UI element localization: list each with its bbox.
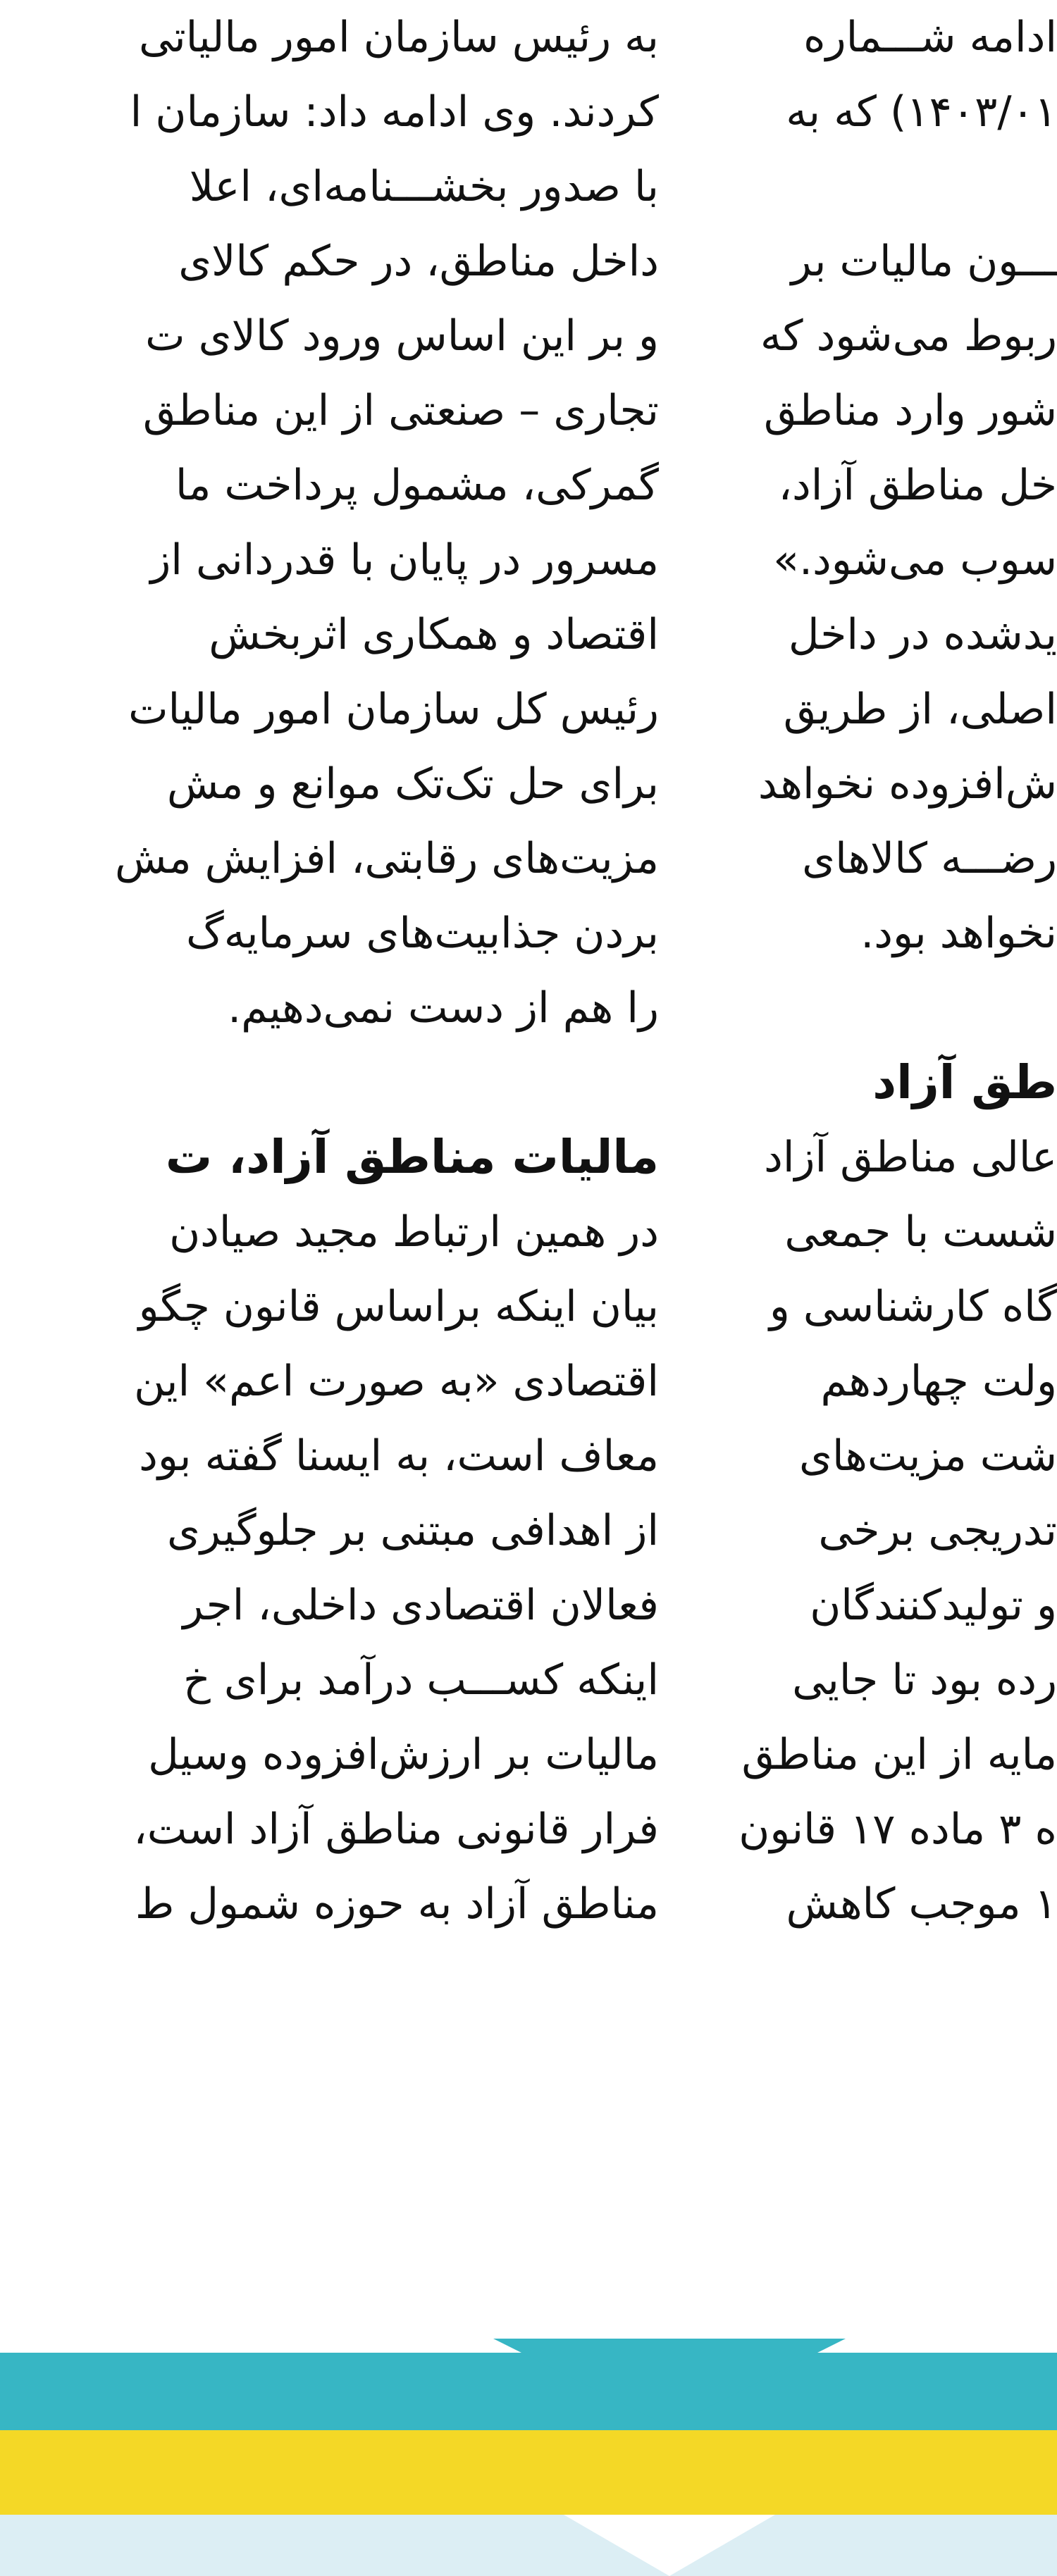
article-line-blank bbox=[705, 971, 1057, 1045]
article-line: ۱۴۰۳/۰۱) که به bbox=[786, 87, 1057, 137]
article-line: شست با جمعی bbox=[784, 1207, 1057, 1257]
section-heading: طق آزاد bbox=[872, 1055, 1057, 1109]
article-line: و تولیدکنندگان bbox=[810, 1581, 1057, 1630]
article-line: اقتصادی «به صورت اعم» این bbox=[134, 1357, 659, 1406]
article-line: مزیت‌های رقابتی، افزایش مش bbox=[114, 834, 659, 883]
article-column-left bbox=[0, 0, 659, 1941]
article-line: نخواهد بود. bbox=[860, 909, 1057, 958]
article-line: عالی مناطق آزاد bbox=[764, 1133, 1057, 1182]
footer-chevron-decoration bbox=[0, 2339, 1057, 2576]
article-line: ادامه شـــماره bbox=[803, 13, 1057, 62]
article-line: ش‌افزوده نخواهد bbox=[758, 759, 1057, 809]
article-line: مسرور در پایان با قدردانی از bbox=[150, 535, 659, 585]
article-line: شور وارد مناطق bbox=[763, 386, 1057, 435]
article-line: در همین ارتباط مجید صیادن bbox=[169, 1207, 659, 1257]
article-line: گمرکی، مشمول پرداخت ما bbox=[175, 461, 659, 510]
article-line: اقتصاد و همکاری اثربخش bbox=[209, 610, 659, 659]
article-column-right bbox=[705, 0, 1057, 1941]
article-line: سوب می‌شود.» bbox=[773, 535, 1057, 585]
article-line: مایه از این مناطق bbox=[741, 1730, 1057, 1779]
article-line: ـــون مالیات بر bbox=[791, 237, 1057, 286]
article-line: ربوط می‌شود که bbox=[760, 311, 1057, 361]
article-line: مالیات بر ارزش‌افزوده وسیل bbox=[148, 1730, 659, 1779]
article-line: فعالان اقتصادی داخلی، اجر bbox=[183, 1581, 659, 1630]
column-gutter bbox=[666, 0, 700, 2148]
article-line: برای حل تک‌تک موانع و مش bbox=[166, 759, 659, 809]
article-line: به رئیس سازمان امور مالیاتی bbox=[138, 13, 659, 62]
article-line: ولت چهاردهم bbox=[820, 1357, 1057, 1406]
chevron-cyan-shape bbox=[493, 2339, 846, 2427]
section-heading: مالیات مناطق آزاد، ت bbox=[165, 1130, 659, 1184]
article-line: تجاری – صنعتی از این مناطق bbox=[142, 386, 659, 435]
article-line: بیان اینکه براساس قانون چگو bbox=[138, 1282, 659, 1331]
article-line: رده بود تا جایی bbox=[792, 1655, 1057, 1705]
article-line-blank bbox=[705, 149, 1057, 224]
article-line: شت مزیت‌های bbox=[798, 1431, 1057, 1481]
article-line: مناطق آزاد به حوزه شمول ط bbox=[135, 1879, 659, 1929]
article-line: فرار قانونی مناطق آزاد است، bbox=[133, 1805, 659, 1854]
article-line: اصلی، از طریق bbox=[783, 685, 1057, 734]
article-line: را هم از دست نمی‌دهیم. bbox=[228, 983, 659, 1033]
article-line: ۱ موجب کاهش bbox=[786, 1879, 1057, 1929]
article-line: گاه کارشناسی و bbox=[769, 1282, 1057, 1331]
article-line: رئیس کل سازمان امور مالیات bbox=[128, 685, 659, 734]
article-line: اینکه کســـب درآمد برای خ bbox=[183, 1655, 659, 1705]
article-line: رضـــه کالاهای bbox=[802, 834, 1057, 883]
article-line: با صدور بخشـــنامه‌ای، اعلا bbox=[189, 162, 659, 211]
article-line: ه ۳ ماده ۱۷ قانون bbox=[738, 1805, 1057, 1854]
article-line: کردند. وی ادامه داد: سازمان ا bbox=[130, 87, 659, 137]
article-line: تدریجی برخی bbox=[818, 1506, 1057, 1555]
article-line: معاف است، به ایسنا گفته بود bbox=[139, 1431, 659, 1481]
article-line: یدشده در داخل bbox=[788, 610, 1057, 659]
chevron-yellow-shape bbox=[550, 2430, 789, 2501]
article-line: بردن جذابیت‌های سرمایه‌گ bbox=[186, 909, 659, 958]
article-line: داخل مناطق، در حکم کالای bbox=[178, 237, 659, 286]
article-line: خل مناطق آزاد، bbox=[778, 461, 1057, 510]
article-line-blank bbox=[0, 1045, 659, 1120]
article-line: و بر این اساس ورود کالای ت bbox=[145, 311, 659, 361]
chevron-white-shape bbox=[564, 2515, 775, 2576]
article-line: از اهدافی مبتنی بر جلوگیری bbox=[166, 1506, 659, 1555]
